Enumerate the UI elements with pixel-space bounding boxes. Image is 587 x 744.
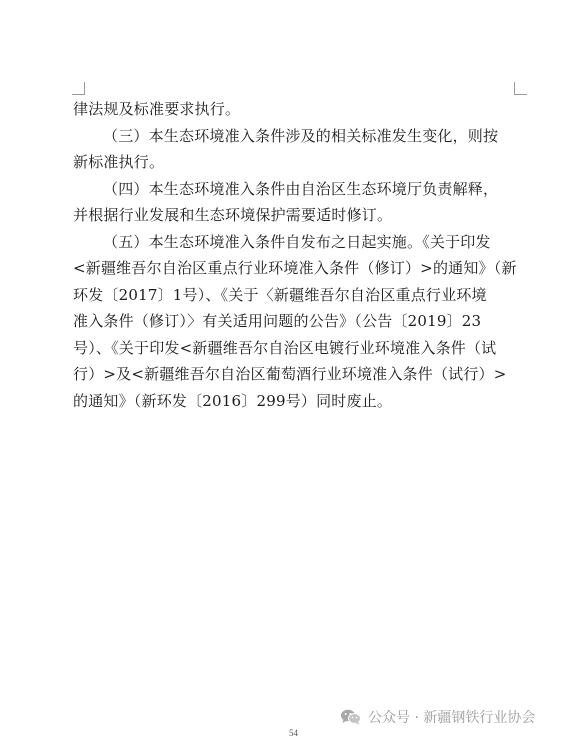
wechat-watermark: [340, 706, 535, 728]
wechat-icon: [340, 708, 362, 726]
page-number: 54: [289, 728, 298, 738]
document-body: [73, 96, 521, 414]
text-line: 号）、《关于印发<新疆维吾尔自治区电镀行业环境准入条件（试: [73, 338, 497, 357]
watermark-text: 公众号 · 新疆钢铁行业协会: [368, 710, 536, 726]
text-line: 新标准执行。: [73, 153, 165, 171]
page-corner-mark-top-right: [514, 82, 527, 95]
text-line: 行）>及<新疆维吾尔自治区葡萄酒行业环境准入条件（试行）>: [73, 365, 507, 383]
text-line: 并根据行业发展和生态环境保护需要适时修订。: [73, 206, 393, 224]
text-line: （三）本生态环境准入条件涉及的相关标准发生变化，则按: [103, 126, 499, 145]
text-line: 准入条件（修订）〉有关适用问题的公告》（公告〔2019〕23: [73, 312, 482, 330]
text-line: 的通知》（新环发〔2016〕299号）同时废止。: [73, 391, 393, 410]
text-line: 环发〔2017〕1号）、《关于〈新疆维吾尔自治区重点行业环境: [73, 285, 487, 304]
text-line: 律法规及标准要求执行。: [73, 100, 241, 118]
page-corner-mark-top-left: [72, 82, 85, 95]
text-line: <新疆维吾尔自治区重点行业环境准入条件（修订）>的通知》（新: [73, 259, 517, 277]
text-line: （四）本生态环境准入条件由自治区生态环境厅负责解释，: [103, 179, 499, 198]
text-line: （五）本生态环境准入条件自发布之日起实施。《关于印发: [103, 232, 491, 251]
